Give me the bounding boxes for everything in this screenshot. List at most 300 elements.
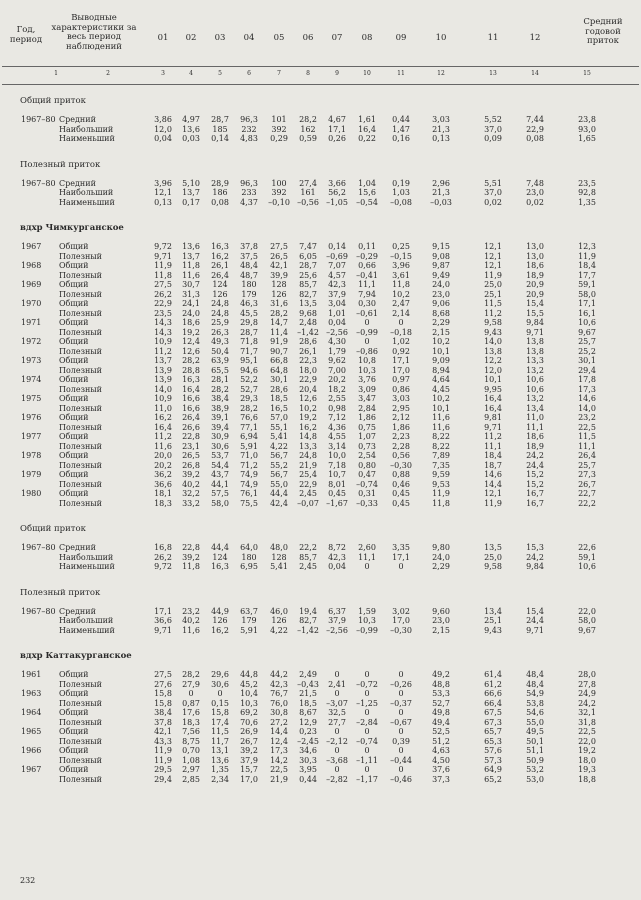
cell-value: 50,1 bbox=[526, 736, 544, 746]
cell-value: 18,6 bbox=[526, 432, 544, 441]
cell-value: 14,6 bbox=[578, 394, 596, 403]
cell-value: 0,26 bbox=[328, 134, 346, 143]
cell-value: 12,2 bbox=[484, 356, 502, 365]
row-period: 1972 bbox=[21, 337, 42, 346]
cell-value: 14,0 bbox=[484, 337, 502, 346]
cell-value: 0,30 bbox=[358, 299, 376, 308]
cell-value: 14,4 bbox=[484, 479, 502, 489]
cell-value: 25,2 bbox=[578, 346, 596, 356]
table-header bbox=[0, 14, 641, 64]
cell-value: 20,2 bbox=[328, 375, 346, 384]
cell-value: –0,18 bbox=[390, 327, 412, 337]
cell-value: –1,25 bbox=[356, 698, 378, 708]
cell-value: 11,8 bbox=[182, 562, 200, 571]
table-row bbox=[0, 607, 641, 617]
cell-value: 11,5 bbox=[578, 432, 596, 441]
cell-value: 0,17 bbox=[182, 197, 200, 207]
cell-value: 14,0 bbox=[154, 384, 172, 394]
row-label: Общий bbox=[59, 689, 89, 698]
cell-value: 21,3 bbox=[432, 188, 450, 197]
table-row bbox=[0, 708, 641, 718]
cell-value: 13,7 bbox=[182, 188, 200, 197]
row-period: 1979 bbox=[21, 470, 42, 479]
cell-value: –2,82 bbox=[326, 774, 348, 784]
cell-value: 11,5 bbox=[211, 727, 229, 736]
cell-value: 52,5 bbox=[432, 727, 450, 736]
cell-value: 53,7 bbox=[211, 451, 229, 460]
row-label: Общий bbox=[59, 261, 89, 270]
cell-value: 9,71 bbox=[154, 251, 172, 261]
cell-value: 10,1 bbox=[432, 346, 450, 356]
cell-value: 27,6 bbox=[154, 679, 172, 689]
cell-value: 50,4 bbox=[211, 346, 229, 356]
cell-value: 27,5 bbox=[154, 280, 172, 289]
cell-value: –1,17 bbox=[356, 774, 378, 784]
cell-value: 48,8 bbox=[432, 679, 450, 689]
cell-value: 27,9 bbox=[182, 679, 200, 689]
cell-value: 52,7 bbox=[432, 698, 450, 708]
cell-value: 11,1 bbox=[358, 280, 376, 289]
cell-value: 49,2 bbox=[432, 670, 450, 679]
cell-value: 128 bbox=[271, 552, 287, 562]
header-characteristics: Выводные характеристики за весь период наблюдений bbox=[51, 13, 137, 52]
column-number: 10 bbox=[363, 70, 371, 77]
row-label: Средний bbox=[59, 178, 96, 188]
cell-value: 26,7 bbox=[578, 479, 596, 489]
cell-value: 29,6 bbox=[211, 670, 229, 679]
cell-value: 15,4 bbox=[526, 299, 544, 308]
row-period: 1976 bbox=[21, 413, 42, 422]
cell-value: 45,2 bbox=[240, 679, 258, 689]
cell-value: 16,4 bbox=[484, 403, 502, 413]
cell-value: 57,5 bbox=[211, 489, 229, 498]
cell-value: 22,6 bbox=[578, 543, 596, 552]
cell-value: 2,29 bbox=[432, 318, 450, 327]
cell-value: 28,2 bbox=[182, 670, 200, 679]
cell-value: 39,1 bbox=[211, 413, 229, 422]
cell-value: 5,52 bbox=[484, 115, 502, 124]
cell-value: 13,3 bbox=[299, 441, 317, 451]
cell-value: –0,54 bbox=[356, 197, 378, 207]
cell-value: 3,95 bbox=[299, 765, 317, 774]
cell-value: 82,7 bbox=[299, 289, 317, 299]
row-period: 1966 bbox=[21, 746, 42, 755]
header-year-period: Год, период bbox=[9, 25, 43, 45]
column-number: 7 bbox=[277, 70, 281, 77]
row-label: Общий bbox=[59, 432, 89, 441]
cell-value: 23,0 bbox=[432, 289, 450, 299]
cell-value: 16,7 bbox=[526, 498, 544, 508]
table-row bbox=[0, 480, 641, 490]
cell-value: 0 bbox=[334, 689, 340, 698]
section-gap bbox=[0, 144, 641, 160]
cell-value: 2,54 bbox=[358, 451, 376, 460]
cell-value: 20,0 bbox=[154, 451, 172, 460]
cell-value: 37,5 bbox=[240, 251, 258, 261]
cell-value: 0,08 bbox=[526, 134, 544, 143]
cell-value: 28,2 bbox=[211, 384, 229, 394]
cell-value: 0,22 bbox=[358, 134, 376, 143]
cell-value: 22,0 bbox=[578, 606, 596, 616]
cell-value: 28,7 bbox=[240, 327, 258, 337]
section-gap bbox=[0, 635, 641, 651]
cell-value: 37,9 bbox=[240, 755, 258, 765]
cell-value: 65,3 bbox=[484, 736, 502, 746]
cell-value: 11,9 bbox=[154, 261, 172, 270]
cell-value: 3,66 bbox=[328, 178, 346, 188]
row-label: Полезный bbox=[59, 346, 103, 356]
row-period: 1961 bbox=[21, 670, 42, 679]
table-row bbox=[0, 423, 641, 433]
cell-value: 28,2 bbox=[182, 356, 200, 365]
cell-value: 0,04 bbox=[328, 318, 346, 327]
table-row bbox=[0, 404, 641, 414]
cell-value: 19,3 bbox=[578, 765, 596, 774]
cell-value: 11,7 bbox=[211, 736, 229, 746]
cell-value: 3,03 bbox=[392, 394, 410, 403]
cell-value: 16,3 bbox=[182, 375, 200, 384]
header-month-04: 04 bbox=[243, 33, 255, 43]
cell-value: –0,26 bbox=[390, 679, 412, 689]
table-row bbox=[0, 261, 641, 271]
cell-value: 11,1 bbox=[358, 552, 376, 562]
cell-value: 10,9 bbox=[154, 394, 172, 403]
cell-value: 2,41 bbox=[328, 679, 346, 689]
cell-value: 8,75 bbox=[182, 736, 200, 746]
table-row bbox=[0, 337, 641, 347]
cell-value: 18,1 bbox=[154, 489, 172, 498]
cell-value: 1,07 bbox=[358, 432, 376, 441]
cell-value: 17,8 bbox=[578, 375, 596, 384]
table-row bbox=[0, 198, 641, 208]
cell-value: 0,11 bbox=[358, 242, 376, 251]
row-label: Общий bbox=[59, 375, 89, 384]
table-row bbox=[0, 375, 641, 385]
cell-value: 161 bbox=[300, 188, 316, 197]
cell-value: –1,42 bbox=[297, 625, 319, 635]
cell-value: 11,2 bbox=[154, 346, 172, 356]
cell-value: 19,2 bbox=[578, 746, 596, 755]
cell-value: 0 bbox=[217, 689, 223, 698]
cell-value: 94,6 bbox=[240, 365, 258, 375]
cell-value: 0 bbox=[398, 708, 404, 717]
row-label: Полезный bbox=[59, 460, 103, 470]
cell-value: 9,09 bbox=[432, 356, 450, 365]
cell-value: 67,5 bbox=[484, 708, 502, 717]
cell-value: 25,7 bbox=[578, 460, 596, 470]
row-label: Общий bbox=[59, 413, 89, 422]
cell-value: 63,7 bbox=[240, 606, 258, 616]
section-title: Полезный приток bbox=[20, 159, 101, 170]
cell-value: 10,2 bbox=[299, 403, 317, 413]
cell-value: 10,0 bbox=[328, 451, 346, 460]
cell-value: 12,6 bbox=[299, 394, 317, 403]
cell-value: 2,14 bbox=[392, 308, 410, 318]
table-row bbox=[0, 461, 641, 471]
cell-value: 16,7 bbox=[526, 489, 544, 498]
column-number: 4 bbox=[189, 70, 193, 77]
cell-value: 12,0 bbox=[154, 124, 172, 134]
cell-value: 18,0 bbox=[299, 365, 317, 375]
cell-value: 7,35 bbox=[432, 460, 450, 470]
section-gap bbox=[0, 508, 641, 524]
cell-value: 49,5 bbox=[526, 727, 544, 736]
cell-value: 37,9 bbox=[328, 289, 346, 299]
cell-value: 13,6 bbox=[182, 242, 200, 251]
header-month-12: 12 bbox=[529, 33, 541, 43]
cell-value: 0,98 bbox=[328, 403, 346, 413]
cell-value: 32,5 bbox=[328, 708, 346, 717]
cell-value: 4,36 bbox=[328, 422, 346, 432]
cell-value: 37,0 bbox=[484, 188, 502, 197]
cell-value: 26,3 bbox=[211, 327, 229, 337]
cell-value: 0,86 bbox=[392, 384, 410, 394]
cell-value: 12,6 bbox=[182, 346, 200, 356]
cell-value: 71,0 bbox=[240, 451, 258, 460]
row-period: 1964 bbox=[21, 708, 42, 717]
cell-value: 76,6 bbox=[240, 413, 258, 422]
cell-value: 21,9 bbox=[299, 460, 317, 470]
cell-value: 59,1 bbox=[578, 552, 596, 562]
cell-value: 12,1 bbox=[484, 242, 502, 251]
cell-value: 10,8 bbox=[358, 356, 376, 365]
cell-value: 32,2 bbox=[182, 489, 200, 498]
cell-value: 9,84 bbox=[526, 562, 544, 571]
cell-value: 126 bbox=[271, 616, 287, 625]
cell-value: 0,46 bbox=[392, 479, 410, 489]
cell-value: 2,34 bbox=[211, 774, 229, 784]
cell-value: 27,7 bbox=[328, 717, 346, 727]
cell-value: 19,2 bbox=[299, 413, 317, 422]
cell-value: 11,9 bbox=[154, 755, 172, 765]
cell-value: 16,6 bbox=[182, 403, 200, 413]
cell-value: 8,94 bbox=[432, 365, 450, 375]
table-row bbox=[0, 356, 641, 366]
row-period: 1980 bbox=[21, 489, 42, 498]
cell-value: 18,5 bbox=[299, 698, 317, 708]
header-month-02: 02 bbox=[185, 33, 197, 43]
table-row bbox=[0, 765, 641, 775]
cell-value: 0,66 bbox=[358, 261, 376, 270]
cell-value: 10,2 bbox=[432, 337, 450, 346]
cell-value: 0,19 bbox=[392, 178, 410, 188]
cell-value: 14,8 bbox=[299, 432, 317, 441]
cell-value: –3,68 bbox=[326, 755, 348, 765]
cell-value: 13,6 bbox=[211, 755, 229, 765]
cell-value: 76,7 bbox=[270, 689, 288, 698]
cell-value: 17,1 bbox=[328, 124, 346, 134]
column-number: 5 bbox=[218, 70, 222, 77]
cell-value: 8,68 bbox=[432, 308, 450, 318]
table-row bbox=[0, 271, 641, 281]
cell-value: 10,2 bbox=[432, 394, 450, 403]
cell-value: 2,47 bbox=[392, 299, 410, 308]
cell-value: 14,3 bbox=[154, 318, 172, 327]
cell-value: 14,3 bbox=[154, 327, 172, 337]
cell-value: 124 bbox=[212, 552, 228, 562]
row-period: 1968 bbox=[21, 261, 42, 270]
cell-value: 1,47 bbox=[392, 124, 410, 134]
header-month-03: 03 bbox=[214, 33, 226, 43]
cell-value: 26,7 bbox=[240, 736, 258, 746]
table-row bbox=[0, 299, 641, 309]
cell-value: 16,2 bbox=[211, 625, 229, 635]
cell-value: 10,4 bbox=[240, 689, 258, 698]
cell-value: 0 bbox=[398, 727, 404, 736]
cell-value: –0,61 bbox=[356, 308, 378, 318]
row-label: Полезный bbox=[59, 479, 103, 489]
header-month-06: 06 bbox=[302, 33, 314, 43]
cell-value: 15,6 bbox=[358, 188, 376, 197]
cell-value: –0,33 bbox=[356, 498, 378, 508]
row-label: Общий bbox=[59, 765, 89, 774]
cell-value: 11,6 bbox=[154, 441, 172, 451]
cell-value: 59,1 bbox=[578, 280, 596, 289]
cell-value: 3,61 bbox=[392, 270, 410, 280]
column-number: 8 bbox=[306, 70, 310, 77]
cell-value: –0,41 bbox=[356, 270, 378, 280]
cell-value: 2,48 bbox=[299, 318, 317, 327]
cell-value: –0,56 bbox=[297, 197, 319, 207]
cell-value: –0,08 bbox=[390, 197, 412, 207]
cell-value: 64,9 bbox=[484, 765, 502, 774]
cell-value: –1,42 bbox=[297, 327, 319, 337]
cell-value: 13,5 bbox=[484, 543, 502, 552]
cell-value: 7,18 bbox=[328, 460, 346, 470]
cell-value: 26,4 bbox=[578, 451, 596, 460]
table-row bbox=[0, 553, 641, 563]
cell-value: 1,65 bbox=[578, 134, 596, 143]
table-row bbox=[0, 328, 641, 338]
cell-value: 56,2 bbox=[328, 188, 346, 197]
cell-value: 18,6 bbox=[182, 318, 200, 327]
cell-value: –3,07 bbox=[326, 698, 348, 708]
cell-value: 70,6 bbox=[240, 717, 258, 727]
cell-value: 28,6 bbox=[270, 384, 288, 394]
cell-value: 64,8 bbox=[270, 365, 288, 375]
cell-value: 20,4 bbox=[299, 384, 317, 394]
cell-value: 31,3 bbox=[182, 289, 200, 299]
cell-value: 53,2 bbox=[526, 765, 544, 774]
cell-value: 37,8 bbox=[240, 242, 258, 251]
table-row bbox=[0, 543, 641, 553]
cell-value: 3,96 bbox=[392, 261, 410, 270]
cell-value: 2,28 bbox=[392, 441, 410, 451]
cell-value: –1,67 bbox=[326, 498, 348, 508]
row-period: 1967–80 bbox=[21, 543, 56, 552]
row-label: Полезный bbox=[59, 403, 103, 413]
cell-value: 0 bbox=[364, 708, 370, 717]
cell-value: 20,9 bbox=[526, 289, 544, 299]
table-row bbox=[0, 394, 641, 404]
table-row bbox=[0, 318, 641, 328]
cell-value: 4,55 bbox=[328, 432, 346, 441]
header-rule bbox=[2, 66, 639, 67]
cell-value: 44,1 bbox=[211, 479, 229, 489]
cell-value: 26,5 bbox=[270, 251, 288, 261]
cell-value: –0,07 bbox=[297, 498, 319, 508]
cell-value: 55,0 bbox=[270, 479, 288, 489]
cell-value: 7,48 bbox=[526, 178, 544, 188]
cell-value: 76,0 bbox=[270, 698, 288, 708]
cell-value: 27,4 bbox=[299, 178, 317, 188]
cell-value: 1,35 bbox=[578, 197, 596, 207]
cell-value: 18,4 bbox=[484, 451, 502, 460]
cell-value: 42,1 bbox=[270, 261, 288, 270]
table-row bbox=[0, 489, 641, 499]
cell-value: 124 bbox=[212, 280, 228, 289]
table-row bbox=[0, 280, 641, 290]
cell-value: 13,4 bbox=[484, 606, 502, 616]
cell-value: 0,45 bbox=[392, 498, 410, 508]
cell-value: 63,9 bbox=[211, 356, 229, 365]
section-title: вдхр Каттакурганское bbox=[20, 651, 132, 661]
cell-value: 7,56 bbox=[182, 727, 200, 736]
cell-value: 4,97 bbox=[182, 115, 200, 124]
cell-value: 20,9 bbox=[526, 280, 544, 289]
cell-value: 2,97 bbox=[182, 765, 200, 774]
cell-value: 14,7 bbox=[270, 318, 288, 327]
cell-value: 74,9 bbox=[240, 479, 258, 489]
table-body bbox=[0, 96, 641, 800]
table-row bbox=[0, 775, 641, 785]
cell-value: 18,8 bbox=[578, 774, 596, 784]
row-label: Общий bbox=[59, 299, 89, 308]
cell-value: 7,94 bbox=[358, 289, 376, 299]
cell-value: 13,1 bbox=[211, 746, 229, 755]
cell-value: 39,9 bbox=[270, 270, 288, 280]
cell-value: 30,1 bbox=[578, 356, 596, 365]
cell-value: 0,23 bbox=[299, 727, 317, 736]
cell-value: 25,0 bbox=[484, 552, 502, 562]
cell-value: 11,8 bbox=[182, 261, 200, 270]
cell-value: 4,64 bbox=[432, 375, 450, 384]
cell-value: 13,5 bbox=[299, 299, 317, 308]
cell-value: 2,45 bbox=[299, 562, 317, 571]
cell-value: 57,6 bbox=[484, 746, 502, 755]
cell-value: 13,7 bbox=[182, 251, 200, 261]
cell-value: 0 bbox=[334, 670, 340, 679]
cell-value: –0,86 bbox=[356, 346, 378, 356]
cell-value: 66,6 bbox=[484, 689, 502, 698]
cell-value: –0,29 bbox=[356, 251, 378, 261]
row-label: Полезный bbox=[59, 289, 103, 299]
cell-value: 17,0 bbox=[392, 616, 410, 625]
cell-value: 66,4 bbox=[484, 698, 502, 708]
cell-value: 9,15 bbox=[432, 242, 450, 251]
cell-value: 9,67 bbox=[578, 625, 596, 635]
section-gap bbox=[0, 535, 641, 543]
table-row bbox=[0, 366, 641, 376]
cell-value: 17,6 bbox=[182, 708, 200, 717]
cell-value: 18,0 bbox=[578, 755, 596, 765]
cell-value: 11,8 bbox=[392, 280, 410, 289]
cell-value: 0 bbox=[188, 689, 194, 698]
cell-value: 11,0 bbox=[526, 413, 544, 422]
cell-value: 42,4 bbox=[270, 498, 288, 508]
cell-value: 45,5 bbox=[240, 308, 258, 318]
cell-value: 11,2 bbox=[484, 432, 502, 441]
cell-value: 0,14 bbox=[211, 134, 229, 143]
cell-value: 7,47 bbox=[299, 242, 317, 251]
cell-value: 0,88 bbox=[392, 470, 410, 479]
cell-value: 14,6 bbox=[484, 470, 502, 479]
cell-value: 53,3 bbox=[432, 689, 450, 698]
table-row bbox=[0, 115, 641, 125]
cell-value: 12,0 bbox=[484, 365, 502, 375]
cell-value: 10,2 bbox=[392, 289, 410, 299]
row-label: Полезный bbox=[59, 679, 103, 689]
